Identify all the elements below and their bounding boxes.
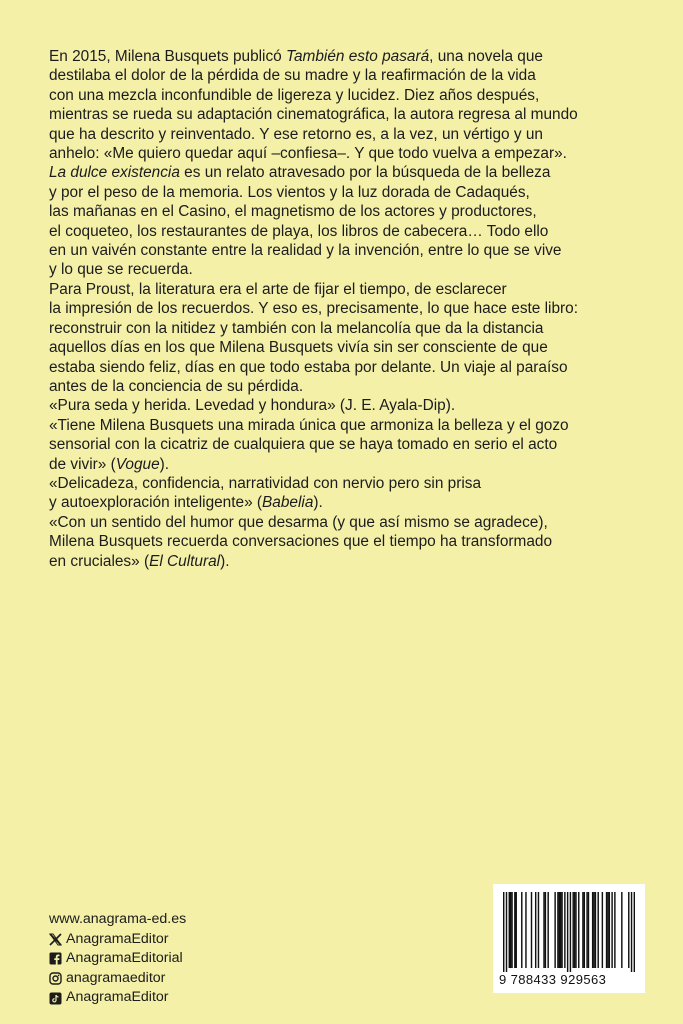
barcode-bar [545, 892, 546, 968]
barcode-bar [564, 892, 565, 968]
social-facebook[interactable] [49, 949, 186, 969]
text-run: estaba siendo feliz, días en que todo estaba por delante. Un viaje al paraíso [49, 358, 568, 376]
barcode-bar [535, 892, 536, 968]
text-run: aquellos días en los que Milena Busquets vivía sin ser consciente de que [49, 339, 548, 357]
barcode-bar [561, 892, 562, 968]
text-run: y por el peso de la memoria. Los vientos y la luz dorada de Cadaqués, [49, 183, 530, 201]
text-run: mientras se rueda su adaptación cinematográfica, la autora regresa al mundo [49, 106, 578, 124]
text-run: antes de la conciencia de su pérdida. [49, 377, 304, 395]
text-run: que ha descrito y reinventado. Y ese retorno es, a la vez, un vértigo y un [49, 125, 543, 143]
blurb-line [49, 86, 649, 105]
barcode-bar [538, 892, 539, 968]
blurb-line [49, 183, 649, 202]
barcode-bar [560, 892, 561, 968]
barcode-bar [597, 892, 598, 968]
italic-title: Babelia [262, 494, 314, 512]
blurb-line [49, 493, 649, 512]
barcode-bar [516, 892, 517, 968]
barcode-bar [575, 892, 576, 968]
barcode-bar [614, 892, 615, 968]
blurb-line [49, 435, 649, 454]
blurb-line [49, 144, 649, 163]
barcode-bar [554, 892, 555, 968]
blurb-line [49, 202, 649, 221]
text-run: es un relato atravesado por la búsqueda de la belleza [179, 164, 551, 182]
facebook-icon [49, 952, 62, 965]
barcode-bar [602, 892, 603, 968]
text-run: el coqueteo, los restaurantes de playa, los libros de cabecera… Todo ello [49, 222, 549, 240]
blurb-line [49, 552, 649, 571]
blurb-line [49, 416, 649, 435]
italic-title: El Cultural [149, 552, 221, 570]
barcode-bar [586, 892, 587, 968]
tiktok-icon [49, 992, 62, 1005]
barcode-bar [611, 892, 612, 968]
website-text: www.anagrama-ed.es [49, 911, 187, 927]
barcode-bar [572, 892, 573, 968]
barcode-bar [607, 892, 608, 968]
barcode-bar [634, 892, 635, 972]
publisher-contacts [49, 910, 186, 1008]
text-run: de vivir» ( [49, 455, 116, 473]
text-run: ). [220, 552, 230, 570]
blurb-line [49, 260, 649, 279]
text-run: , una novela que [429, 48, 543, 65]
text-run: destilaba el dolor de la pérdida de su madre y la reafirmación de la vida [49, 67, 536, 85]
blurb-line [49, 396, 649, 415]
barcode-bar [567, 892, 568, 972]
barcode-bars [503, 892, 635, 972]
blurb-line [49, 338, 649, 357]
website-link[interactable] [49, 910, 186, 930]
barcode-bar [595, 892, 596, 968]
social-instagram-handle: anagramaeditor [66, 969, 166, 986]
barcode-bar [606, 892, 607, 968]
social-x[interactable] [49, 930, 186, 950]
barcode-bar [588, 892, 589, 968]
barcode-bar [628, 892, 629, 968]
social-facebook-handle: AnagramaEditorial [66, 950, 183, 967]
social-x-handle: AnagramaEditor [66, 930, 169, 947]
barcode-bar [578, 892, 579, 968]
text-run: En 2015, Milena Busquets publicó [49, 48, 286, 65]
italic-title: Vogue [115, 455, 160, 473]
text-run: y lo que se recuerda. [49, 261, 193, 279]
blurb-line [49, 241, 649, 260]
social-tiktok-handle: AnagramaEditor [66, 989, 169, 1006]
barcode-bar [559, 892, 560, 968]
blurb-line [49, 377, 649, 396]
blurb-line [49, 474, 649, 493]
blurb-line [49, 163, 649, 182]
isbn-barcode [493, 884, 645, 993]
barcode-bar [531, 892, 532, 968]
barcode-bar [547, 892, 548, 968]
text-run: sensorial con la cicatriz de cualquiera que se haya tomado en serio el acto [49, 436, 558, 454]
isbn-number: 9 788433 929563 [499, 972, 607, 987]
text-run: ). [159, 455, 170, 473]
barcode-bar [514, 892, 515, 968]
blurb-line [49, 532, 649, 551]
blurb-line [49, 47, 649, 66]
text-run: la impresión de los recuerdos. Y eso es, precisamente, lo que hace este libro: [49, 300, 578, 318]
blurb-line [49, 319, 649, 338]
blurb-line [49, 455, 649, 474]
barcode-bar [525, 892, 526, 968]
barcode-bar [521, 892, 522, 968]
barcode-bar [503, 892, 504, 972]
italic-title: La dulce existencia [49, 164, 180, 182]
text-run: Para Proust, la literatura era el arte de fijar el tiempo, de esclarecer [49, 280, 507, 298]
barcode-bar [570, 892, 571, 972]
text-run: reconstruir con la nitidez y también con la melancolía que da la distancia [49, 319, 544, 337]
blurb-line [49, 105, 649, 124]
text-run: anhelo: «Me quiero quedar aquí –confiesa–. Y que todo vuelva a empezar». [49, 145, 567, 163]
blurb-line [49, 358, 649, 377]
text-run: con una mezcla inconfundible de ligereza y lucidez. Diez años después, [49, 86, 540, 104]
barcode-bar [574, 892, 575, 968]
barcode-bar [511, 892, 512, 968]
text-run: ). [313, 494, 323, 512]
blurb-line [49, 66, 649, 85]
text-run: «Tiene Milena Busquets una mirada única que armoniza la belleza y el gozo [49, 416, 569, 434]
social-instagram[interactable] [49, 969, 186, 989]
x-logo-icon [49, 933, 62, 946]
text-run: en un vaivén constante entre la realidad y la invención, entre lo que se vive [49, 242, 562, 260]
barcode-bar [584, 892, 585, 968]
blurb-line [49, 125, 649, 144]
text-run: las mañanas en el Casino, el magnetismo de los actores y productores, [49, 203, 537, 221]
text-run: en cruciales» ( [49, 552, 150, 570]
barcode-bar [509, 892, 510, 968]
barcode-bar [510, 892, 511, 968]
text-run: Milena Busquets recuerda conversaciones que el tiempo ha transformado [49, 533, 553, 551]
barcode-bar [557, 892, 558, 968]
text-run: «Con un sentido del humor que desarma (y que así mismo se agradece), [49, 513, 548, 531]
text-run: y autoexploración inteligente» ( [49, 494, 263, 512]
barcode-bar [593, 892, 594, 968]
blurb-line [49, 280, 649, 299]
blurb-line [49, 299, 649, 318]
barcode-bar [609, 892, 610, 968]
barcode-bar [631, 892, 632, 972]
barcode-bar [506, 892, 507, 972]
back-cover-blurb [49, 47, 649, 571]
text-run: «Pura seda y herida. Levedad y hondura» (J. E. Ayala-Dip). [49, 397, 456, 415]
barcode-bar [543, 892, 544, 968]
italic-title: También esto pasará [286, 48, 430, 65]
barcode-bar [621, 892, 622, 968]
text-run: «Delicadeza, confidencia, narratividad con nervio pero sin prisa [49, 474, 482, 492]
instagram-icon [49, 972, 62, 985]
barcode-bar [582, 892, 583, 968]
barcode-bar [592, 892, 593, 968]
social-tiktok[interactable] [49, 988, 186, 1008]
blurb-line [49, 222, 649, 241]
blurb-line [49, 513, 649, 532]
